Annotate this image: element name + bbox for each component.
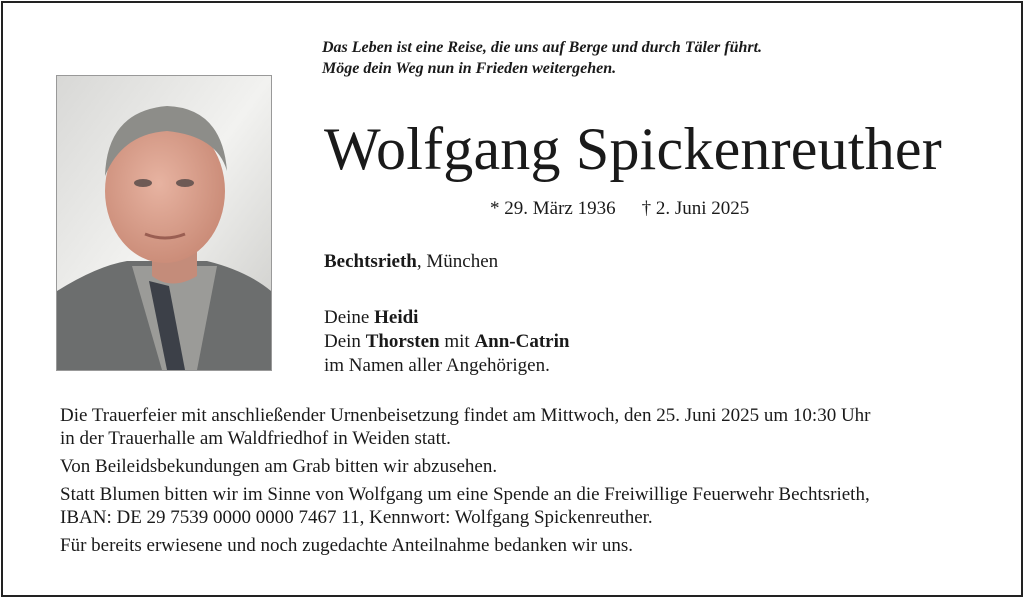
motto [322, 37, 762, 79]
info-donation [60, 483, 1010, 529]
info-funeral-line-2: in der Trauerhalle am Waldfriedhof in Weiden statt. [60, 428, 451, 449]
info-donation-line-1: Statt Blumen bitten wir im Sinne von Wolfgang um eine Spende an die Freiwillige Feuerwehr Bechtsrieth, [60, 484, 870, 505]
residence [324, 251, 498, 273]
life-dates [490, 198, 749, 220]
info-funeral [60, 404, 1010, 450]
birth-date: * 29. März 1936 [490, 198, 616, 219]
deceased-name: Wolfgang Spickenreuther [324, 116, 942, 182]
info-funeral-line-1: Die Trauerfeier mit anschließender Urnenbeisetzung findet am Mittwoch, den 25. Juni 2025 um 10:30 Uhr [60, 405, 871, 426]
motto-line-2: Möge dein Weg nun in Frieden weitergehen. [322, 60, 617, 77]
portrait-photo [56, 75, 272, 371]
family-line-3: im Namen aller Angehörigen. [324, 355, 550, 376]
family-name-heidi: Heidi [374, 307, 419, 328]
family-line-2 [324, 330, 569, 354]
info-thanks: Für bereits erwiesene und noch zugedachte Anteilnahme bedanken wir uns. [60, 535, 633, 556]
residence-city: , München [416, 251, 499, 272]
family-line-1 [324, 306, 569, 330]
info-condolences: Von Beileidsbekundungen am Grab bitten wir abzusehen. [60, 456, 498, 477]
motto-line-1: Das Leben ist eine Reise, die uns auf Berge und durch Täler führt. [322, 39, 763, 56]
info-donation-line-2: IBAN: DE 29 7539 0000 0000 7467 11, Kennwort: Wolfgang Spickenreuther. [60, 507, 653, 528]
family-line-2-mid: mit [439, 331, 475, 352]
family-name-thorsten: Thorsten [365, 331, 440, 352]
ceremony-info [60, 404, 1010, 562]
family-name-ann-catrin: Ann-Catrin [474, 331, 570, 352]
residence-town: Bechtsrieth [324, 251, 417, 272]
family-line-1-prefix: Deine [324, 307, 375, 328]
family-signature [324, 306, 569, 378]
death-date: † 2. Juni 2025 [641, 198, 750, 219]
family-line-2-prefix: Dein [324, 331, 366, 352]
